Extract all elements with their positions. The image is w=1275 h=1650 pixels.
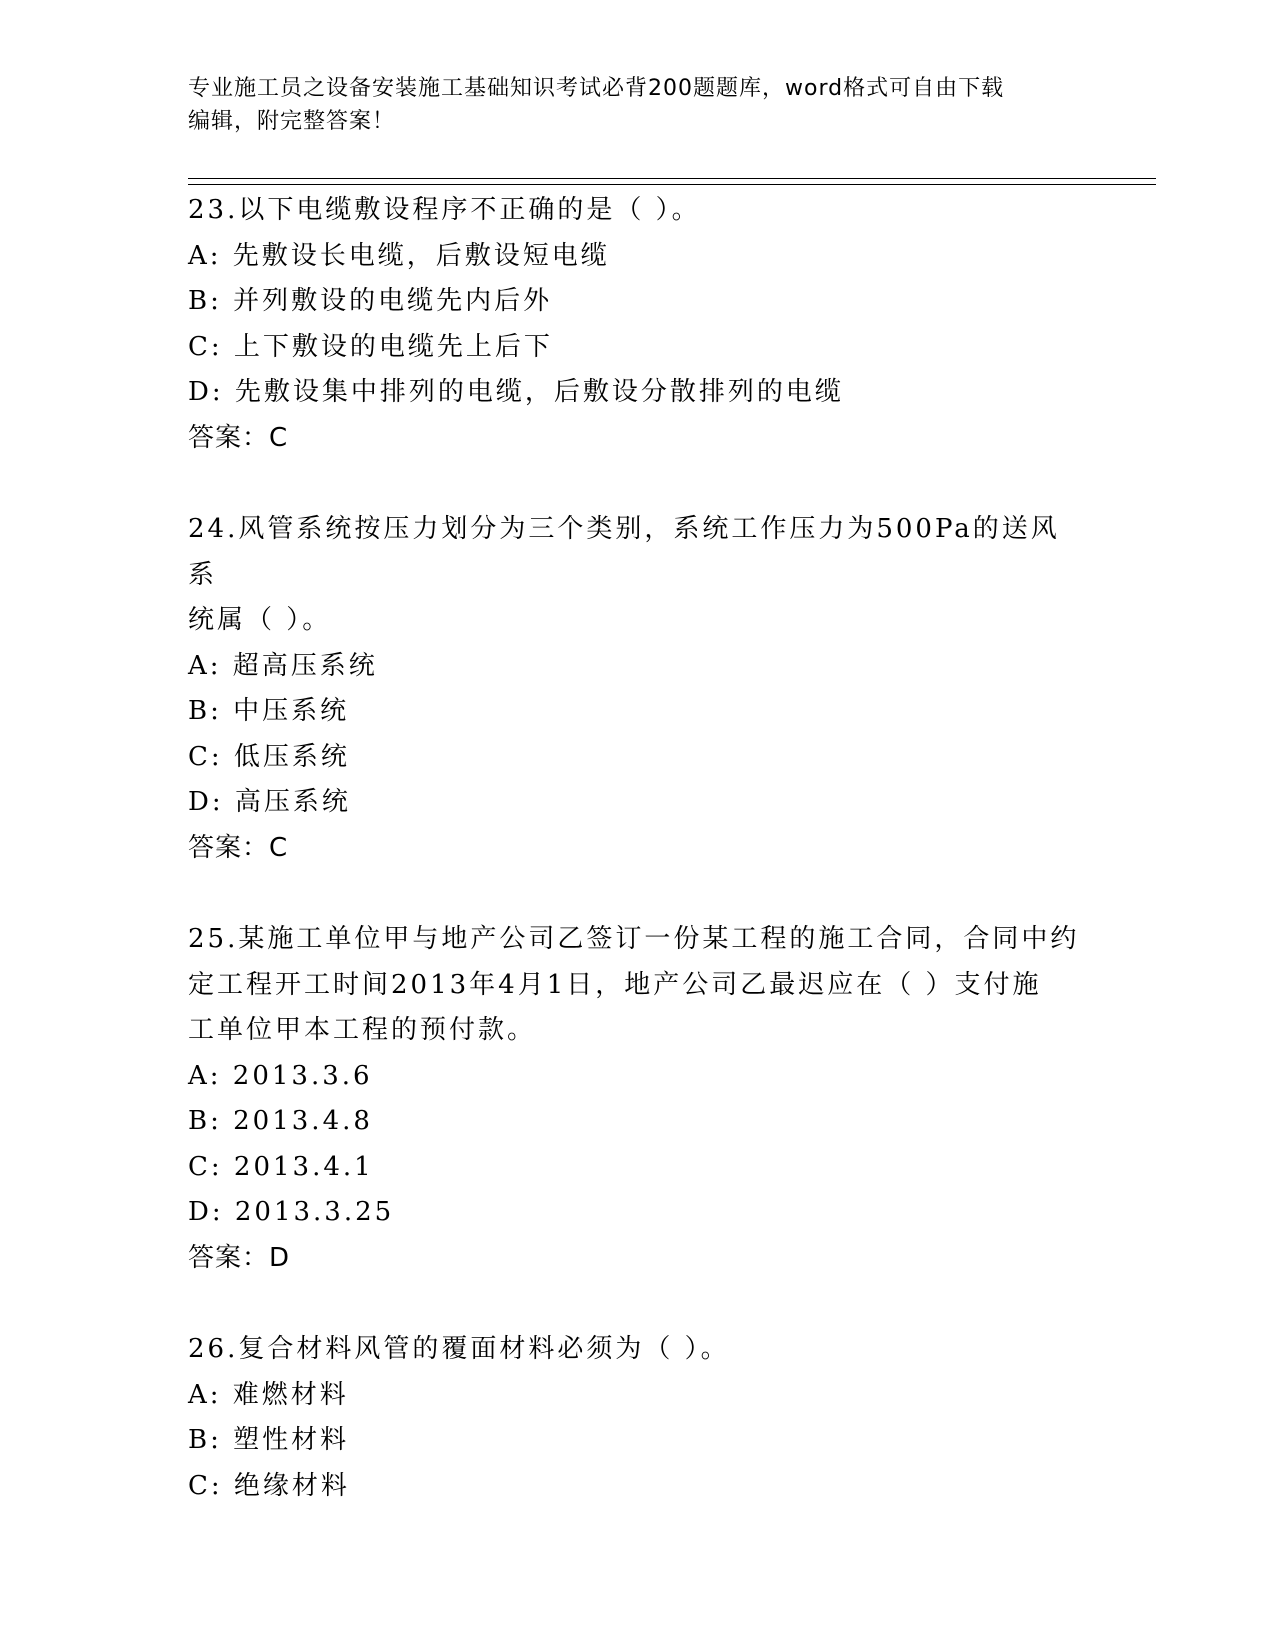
header-title-line-2: 编辑，附完整答案！	[188, 109, 396, 134]
header-divider-bottom	[188, 184, 1156, 185]
option-b: B: 中压系统	[188, 696, 350, 726]
option-c: C: 2013.4.1	[188, 1151, 374, 1182]
option-b: B: 2013.4.8	[188, 1106, 373, 1136]
question-text: 24.风管系统按压力划分为三个类别，系统工作压力为500Pa的送风系 统属（ ）。	[188, 514, 1060, 635]
question-26	[188, 1327, 1088, 1509]
answer-label: 答案：D	[188, 1242, 291, 1273]
answer-label: 答案：C	[188, 422, 289, 453]
option-c: C: 绝缘材料	[188, 1470, 350, 1501]
option-a: A: 先敷设长电缆，后敷设短电缆	[188, 240, 610, 271]
question-list	[188, 188, 1088, 1555]
question-text: 25.某施工单位甲与地产公司乙签订一份某工程的施工合同，合同中约 定工程开工时间2013年4月1日，地产公司乙最迟应在（ ）支付施 工单位甲本工程的预付款。	[188, 924, 1080, 1045]
option-c: C: 上下敷设的电缆先上后下	[188, 331, 553, 362]
question-24	[188, 507, 1088, 871]
option-d: D: 2013.3.25	[188, 1197, 395, 1227]
option-d: D: 先敷设集中排列的电缆，后敷设分散排列的电缆	[188, 377, 844, 407]
header-title-line-1: 专业施工员之设备安装施工基础知识考试必背200题题库，word格式可自由下载	[188, 76, 1005, 101]
option-a: A: 2013.3.6	[188, 1060, 373, 1091]
option-c: C: 低压系统	[188, 741, 350, 772]
answer-label: 答案：C	[188, 832, 289, 863]
question-text: 23.以下电缆敷设程序不正确的是（ ）。	[188, 195, 701, 225]
option-b: B: 塑性材料	[188, 1425, 350, 1455]
question-text: 26.复合材料风管的覆面材料必须为（ ）。	[188, 1334, 730, 1364]
document-header	[188, 72, 1088, 138]
question-23	[188, 188, 1088, 461]
option-b: B: 并列敷设的电缆先内后外	[188, 286, 553, 316]
option-d: D: 高压系统	[188, 787, 351, 817]
question-25	[188, 917, 1088, 1281]
header-divider-top	[188, 178, 1156, 179]
option-a: A: 难燃材料	[188, 1379, 349, 1410]
option-a: A: 超高压系统	[188, 650, 378, 681]
